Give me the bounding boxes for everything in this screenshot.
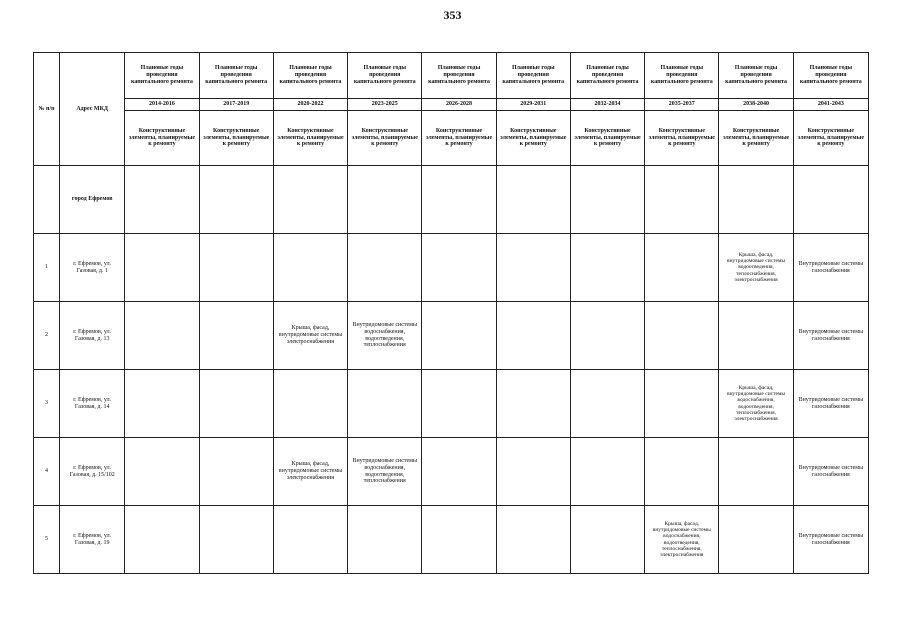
header-period-elements: Конструктивные элементы, планируемые к ремонту	[793, 111, 868, 166]
header-period-years: 2041-2043	[793, 99, 868, 111]
table-cell	[496, 506, 570, 574]
row-number: 5	[34, 506, 60, 574]
table-cell	[273, 370, 347, 438]
table-cell	[570, 370, 644, 438]
header-period-caption: Плановые годы проведения капитального ремонта	[422, 53, 496, 99]
table-cell	[273, 166, 347, 234]
header-period-caption: Плановые годы проведения капитального ремонта	[793, 53, 868, 99]
table-cell	[645, 302, 719, 370]
table-cell	[496, 438, 570, 506]
table-cell	[348, 166, 422, 234]
table-row	[34, 506, 869, 574]
header-period-caption: Плановые годы проведения капитального ремонта	[348, 53, 422, 99]
table-cell: Внутридомовые системы газоснабжения	[793, 234, 868, 302]
table-cell: Внутридомовые системы газоснабжения	[793, 506, 868, 574]
table-cell	[125, 438, 199, 506]
row-number: 1	[34, 234, 60, 302]
table-cell	[199, 438, 273, 506]
header-period-caption: Плановые годы проведения капитального ремонта	[570, 53, 644, 99]
header-period-caption: Плановые годы проведения капитального ремонта	[645, 53, 719, 99]
table-cell: Крыша, фасад, внутридомовые системы водоснабжения, водоотведения, теплоснабжения, электроснабжения	[719, 370, 793, 438]
table-cell	[719, 302, 793, 370]
table-cell: Внутридомовые системы газоснабжения	[793, 438, 868, 506]
table-cell	[719, 506, 793, 574]
table-cell	[496, 166, 570, 234]
city-row	[34, 166, 869, 234]
header-period-elements: Конструктивные элементы, планируемые к ремонту	[199, 111, 273, 166]
header-period-years: 2020-2022	[273, 99, 347, 111]
table-cell	[125, 302, 199, 370]
table-cell	[348, 506, 422, 574]
table-cell: Крыша, фасад, внутридомовые системы водоотведения, теплоснабжения, электроснабжения	[719, 234, 793, 302]
header-row-elements	[34, 111, 869, 166]
table-cell	[570, 438, 644, 506]
header-period-caption: Плановые годы проведения капитального ремонта	[496, 53, 570, 99]
table-cell	[422, 166, 496, 234]
row-number: 3	[34, 370, 60, 438]
header-period-elements: Конструктивные элементы, планируемые к ремонту	[422, 111, 496, 166]
table-cell	[793, 166, 868, 234]
table-cell	[199, 302, 273, 370]
page-number: 353	[443, 8, 462, 22]
table-cell: Внутридомовые системы водоснабжения, водоотведения, теплоснабжения	[348, 302, 422, 370]
table-cell	[199, 166, 273, 234]
table-cell	[348, 234, 422, 302]
table-cell	[645, 234, 719, 302]
table-cell	[645, 370, 719, 438]
header-period-elements: Конструктивные элементы, планируемые к ремонту	[125, 111, 199, 166]
header-period-years: 2038-2040	[719, 99, 793, 111]
city-number-cell	[34, 166, 60, 234]
table-cell	[199, 370, 273, 438]
table-cell	[422, 234, 496, 302]
capital-repair-plan-table	[33, 52, 869, 574]
table-cell	[125, 234, 199, 302]
table-cell	[496, 302, 570, 370]
header-address: Адрес МКД	[60, 53, 125, 166]
table-cell	[570, 506, 644, 574]
row-address: г. Ефремов, ул. Газовая, д. 13	[60, 302, 125, 370]
table-cell	[570, 166, 644, 234]
header-period-elements: Конструктивные элементы, планируемые к ремонту	[496, 111, 570, 166]
table-row	[34, 370, 869, 438]
table-cell	[422, 438, 496, 506]
table-cell	[719, 166, 793, 234]
table-row	[34, 302, 869, 370]
table-cell: Крыша, фасад, внутридомовые системы электроснабжения	[273, 302, 347, 370]
table-cell	[125, 506, 199, 574]
header-row-years	[34, 99, 869, 111]
header-row-captions	[34, 53, 869, 99]
header-period-caption: Плановые годы проведения капитального ремонта	[199, 53, 273, 99]
header-number: № п/п	[34, 53, 60, 166]
header-period-caption: Плановые годы проведения капитального ремонта	[273, 53, 347, 99]
table-row	[34, 234, 869, 302]
header-period-years: 2014-2016	[125, 99, 199, 111]
table-cell	[422, 370, 496, 438]
header-period-elements: Конструктивные элементы, планируемые к ремонту	[570, 111, 644, 166]
table-cell: Внутридомовые системы газоснабжения	[793, 370, 868, 438]
table-cell	[496, 234, 570, 302]
table-cell	[496, 370, 570, 438]
header-period-elements: Конструктивные элементы, планируемые к ремонту	[719, 111, 793, 166]
table-cell: Внутридомовые системы газоснабжения	[793, 302, 868, 370]
table-cell	[273, 506, 347, 574]
header-period-caption: Плановые годы проведения капитального ремонта	[125, 53, 199, 99]
table-cell: Крыша, фасад, внутридомовые системы электроснабжения	[273, 438, 347, 506]
table-cell	[273, 234, 347, 302]
table-cell	[422, 506, 496, 574]
header-period-years: 2035-2037	[645, 99, 719, 111]
table-cell	[645, 438, 719, 506]
header-period-years: 2032-2034	[570, 99, 644, 111]
table-cell	[570, 234, 644, 302]
header-period-years: 2029-2031	[496, 99, 570, 111]
header-period-years: 2026-2028	[422, 99, 496, 111]
city-name: город Ефремов	[60, 166, 125, 234]
header-period-years: 2017-2019	[199, 99, 273, 111]
header-period-caption: Плановые годы проведения капитального ремонта	[719, 53, 793, 99]
row-address: г. Ефремов, ул. Газовая, д. 1	[60, 234, 125, 302]
table-cell	[719, 438, 793, 506]
table-cell	[199, 506, 273, 574]
header-period-elements: Конструктивные элементы, планируемые к ремонту	[348, 111, 422, 166]
table-cell: Крыша, фасад, внутридомовые системы водоснабжения, водоотведения, теплоснабжения, электроснабжения	[645, 506, 719, 574]
row-number: 2	[34, 302, 60, 370]
table-cell	[125, 370, 199, 438]
table-cell	[645, 166, 719, 234]
row-number: 4	[34, 438, 60, 506]
header-period-elements: Конструктивные элементы, планируемые к ремонту	[273, 111, 347, 166]
header-period-years: 2023-2025	[348, 99, 422, 111]
table-cell	[199, 234, 273, 302]
row-address: г. Ефремов, ул. Газовая, д. 15/102	[60, 438, 125, 506]
table-cell	[348, 370, 422, 438]
table-row	[34, 438, 869, 506]
row-address: г. Ефремов, ул. Газовая, д. 19	[60, 506, 125, 574]
table-cell	[422, 302, 496, 370]
row-address: г. Ефремов, ул. Газовая, д. 14	[60, 370, 125, 438]
table-cell	[570, 302, 644, 370]
table-cell: Внутридомовые системы водоснабжения, водоотведения, теплоснабжения	[348, 438, 422, 506]
header-period-elements: Конструктивные элементы, планируемые к ремонту	[645, 111, 719, 166]
table-cell	[125, 166, 199, 234]
